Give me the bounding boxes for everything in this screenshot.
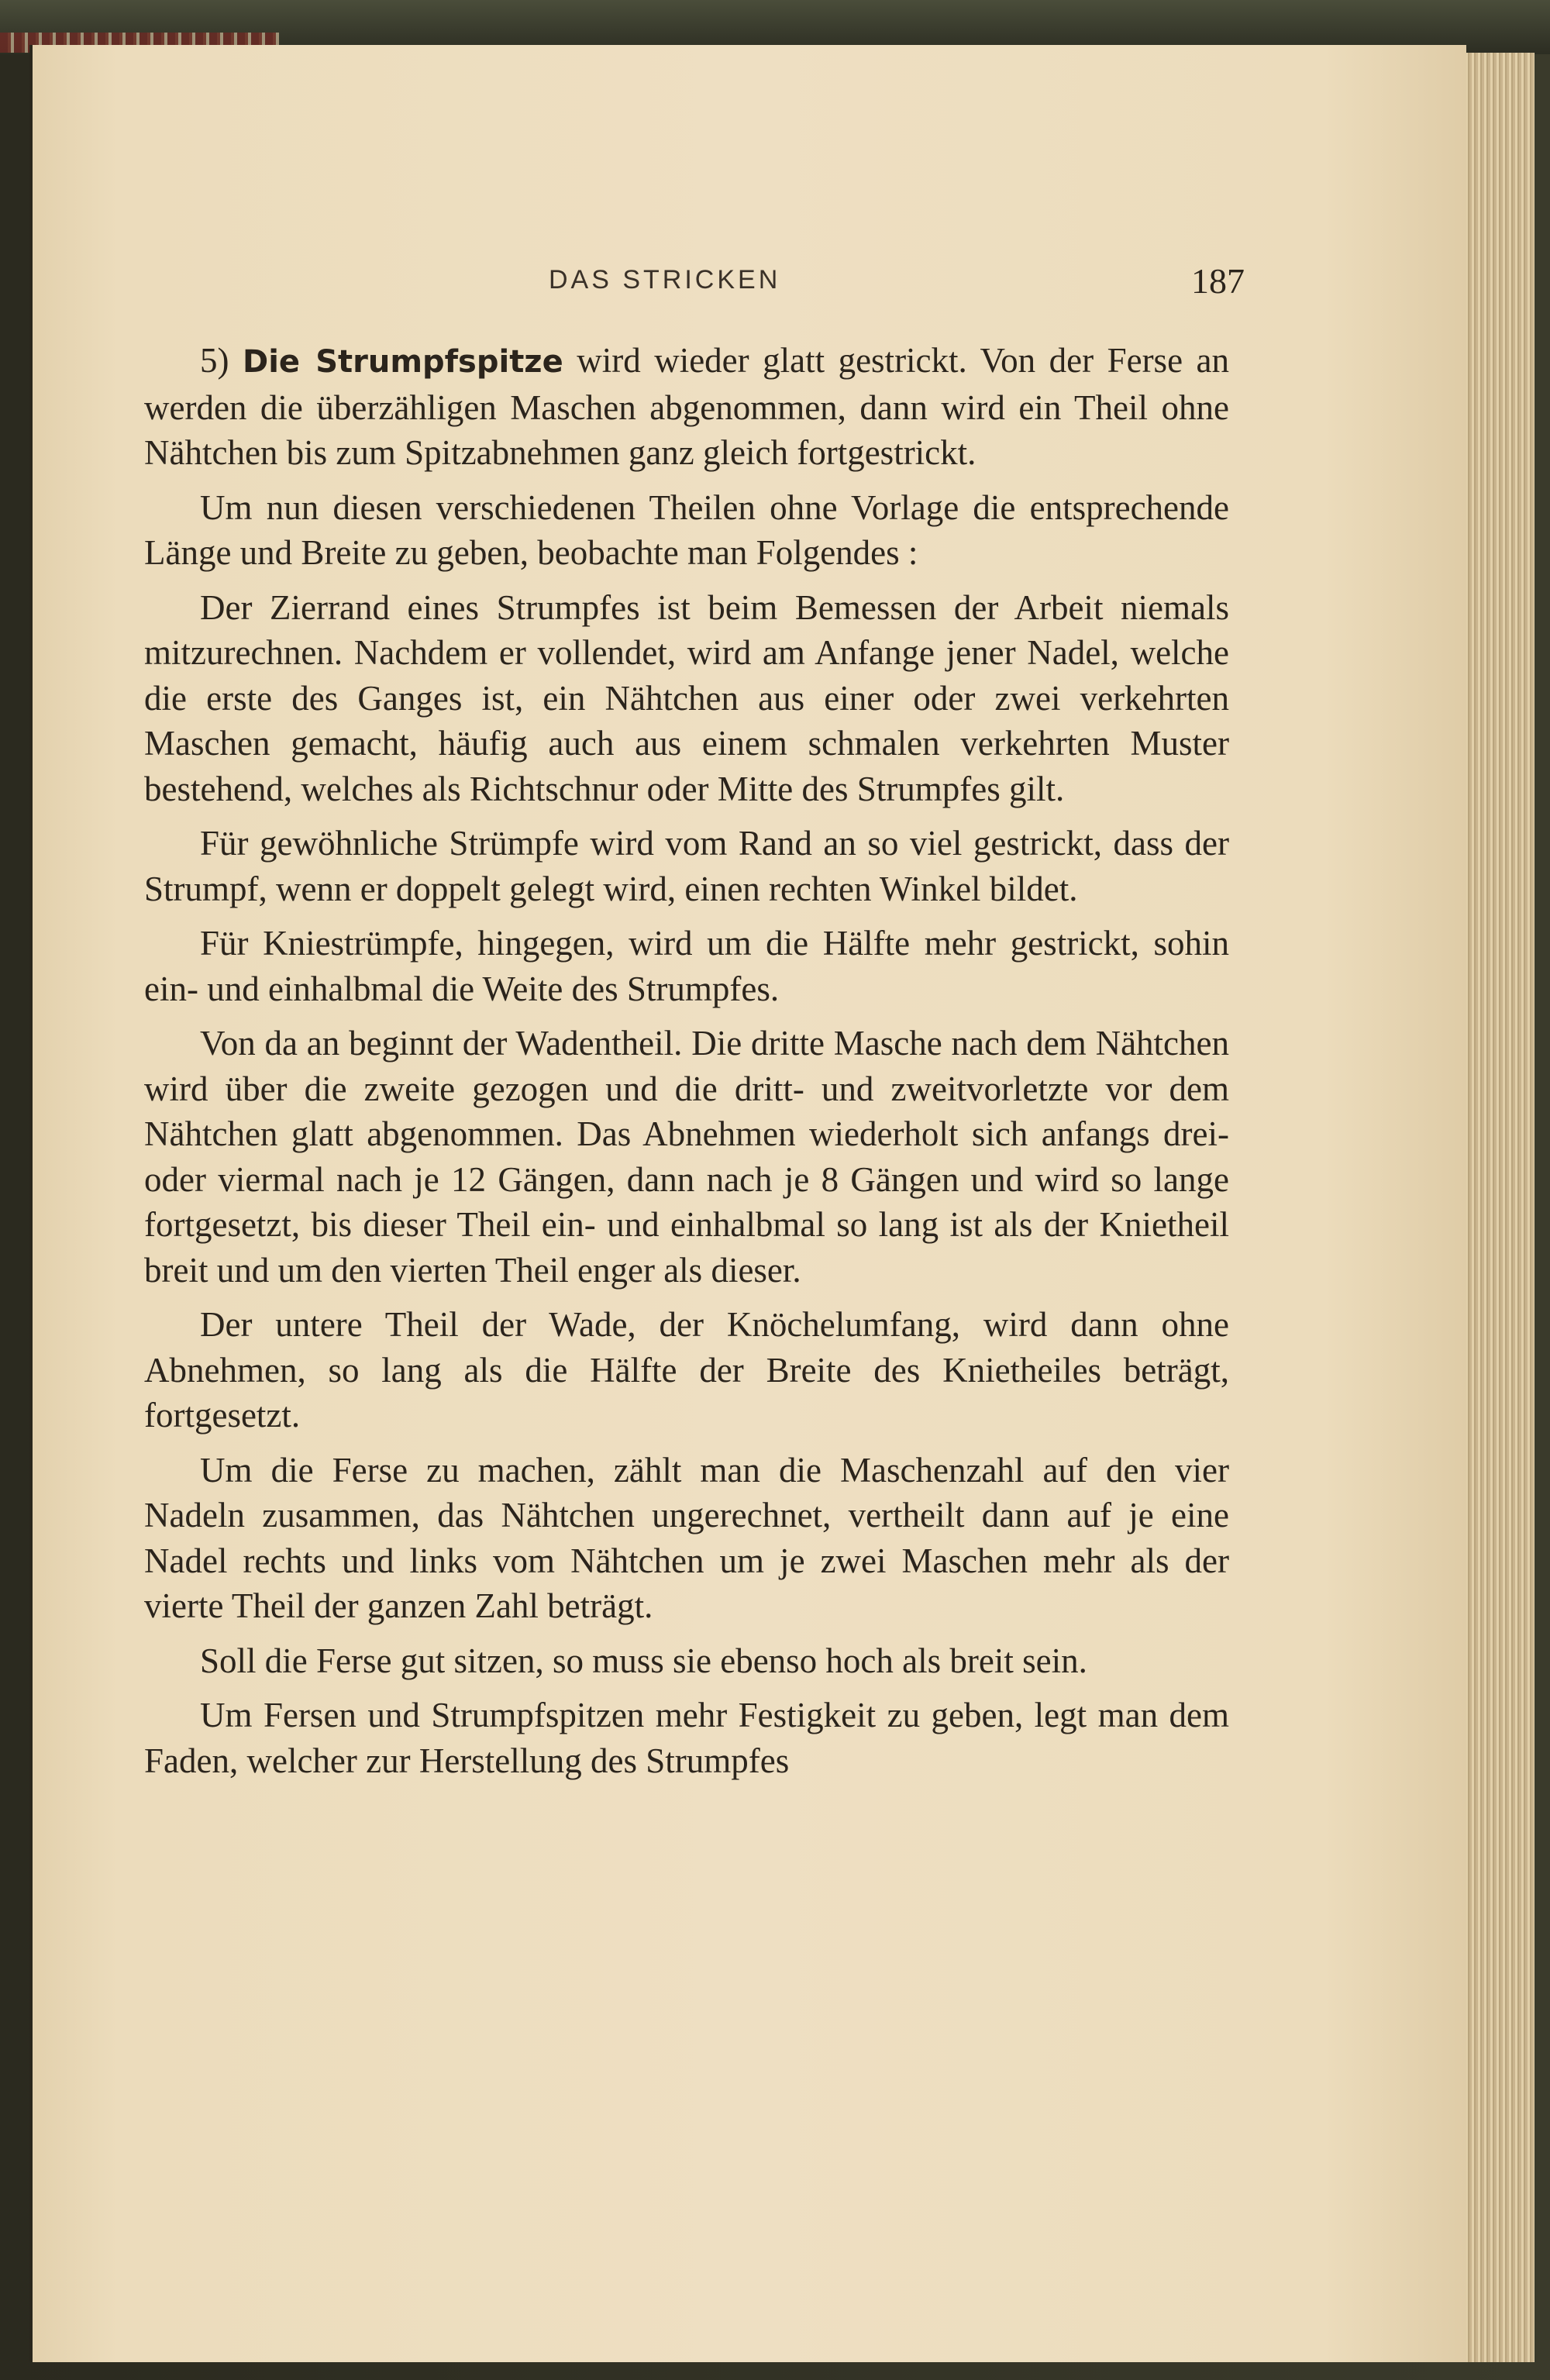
paragraph-text: wird wieder glatt gestrickt. Von der Ferse an werden die überzähligen Maschen abgenommen, dann wird ein Theil ohne Nähtchen bis zum Spitzabnehmen ganz gleich fortgestrickt. xyxy=(144,341,1230,472)
paragraph: Um die Ferse zu machen, zählt man die Maschenzahl auf den vier Nadeln zusammen, das Nähtchen ungerechnet, vertheilt dann auf je eine Nadel rechts und links vom Nähtchen um je zwei Maschen mehr als der vierte Theil der ganzen Zahl beträgt. xyxy=(144,1450,1229,1625)
running-header xyxy=(144,261,1245,310)
paragraph: Von da an beginnt der Wadentheil. Die dritte Masche nach dem Nähtchen wird über die zweite gezogen und die dritt- und zweitvorletzte vor dem Nähtchen glatt abgenommen. Das Abnehmen wiederholt sich anfangs drei- oder viermal nach je 12 Gängen, dann nach je 8 Gängen und wird so lange fortgesetzt, bis dieser Theil ein- und einhalbmal so lang ist als der Knietheil breit und um den vierten Theil enger als dieser. xyxy=(144,1024,1229,1290)
paragraph: Um Fersen und Strumpfspitzen mehr Festigkeit zu geben, legt man dem Faden, welcher zur Herstellung des Strumpfes xyxy=(144,1696,1229,1780)
paragraph: Für Kniestrümpfe, hingegen, wird um die Hälfte mehr gestrickt, sohin ein- und einhalbmal die Weite des Strumpfes. xyxy=(144,924,1229,1008)
running-title: DAS STRICKEN xyxy=(549,265,781,294)
paragraph: Für gewöhnliche Strümpfe wird vom Rand an so viel gestrickt, dass der Strumpf, wenn er doppelt gelegt wird, einen rechten Winkel bildet. xyxy=(144,824,1229,908)
paragraph: Um nun diesen verschiedenen Theilen ohne Vorlage die entsprechende Länge und Breite zu geben, beobachte man Folgendes : xyxy=(144,487,1229,572)
paragraph: Der Zierrand eines Strumpfes ist beim Bemessen der Arbeit niemals mitzurechnen. Nachdem er vollendet, wird am Anfange jener Nadel, welche die erste des Ganges ist, ein Nähtchen aus einer oder zwei verkehrten Maschen gemacht, häufig auch aus einem schmalen verkehrten Muster bestehend, welches als Richtschnur oder Mitte des Strumpfes gilt. xyxy=(144,587,1229,808)
paragraph: Der untere Theil der Wade, der Knöchelumfang, wird dann ohne Abnehmen, so lang als die Hälfte der Breite des Knietheiles beträgt, fortgesetzt. xyxy=(144,1305,1229,1435)
body-text xyxy=(144,338,1229,1793)
page-edges xyxy=(1457,53,1534,2362)
item-number: 5) xyxy=(200,341,243,380)
section-term: Die Strumpfspitze xyxy=(242,344,563,380)
page-number: 187 xyxy=(1191,261,1245,301)
paragraph xyxy=(144,338,1229,476)
paragraph: Soll die Ferse gut sitzen, so muss sie ebenso hoch als breit sein. xyxy=(200,1641,1087,1680)
